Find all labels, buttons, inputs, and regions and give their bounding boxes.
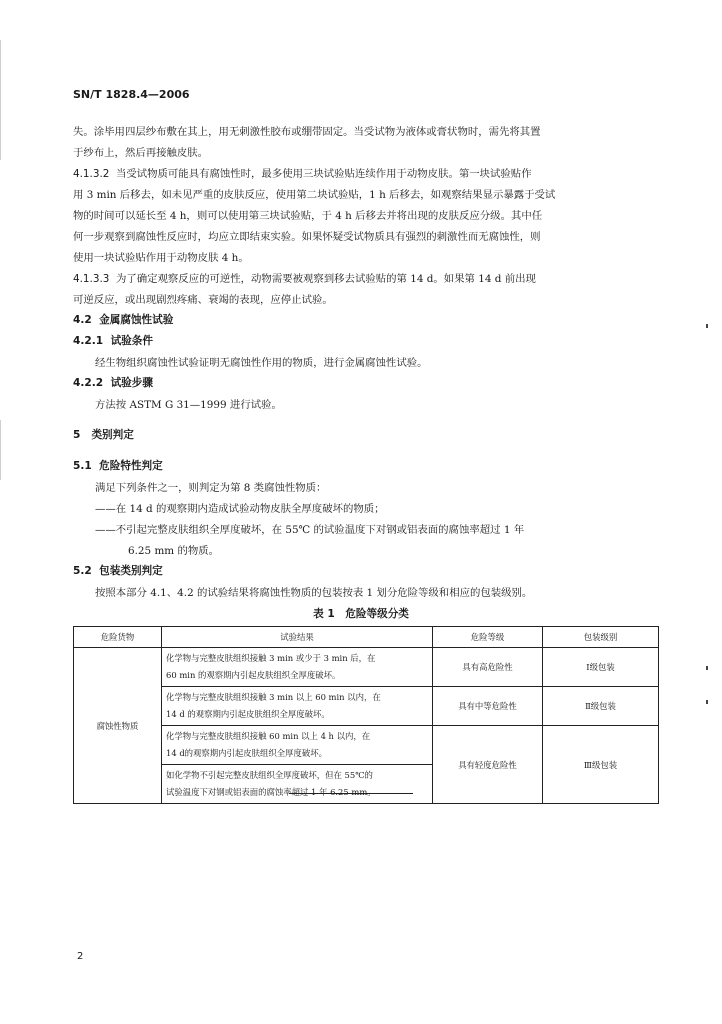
dangerous-goods-cell: 腐蚀性物质 (74, 648, 162, 804)
cell-line: 14 d的观察期内引起皮肤组织全厚度破坏。 (166, 748, 328, 758)
test-result-cell (162, 687, 433, 726)
text-line: ——不引起完整皮肤组织全厚度破坏，在 55℃ 的试验温度下对钢或铝表面的腐蚀率超过 1 年 (95, 524, 525, 536)
clause-4-1-3-2 (73, 165, 658, 180)
column-header: 试验结果 (162, 627, 433, 648)
section-5-1-intro (95, 479, 680, 494)
clause-line (73, 186, 658, 201)
cell-line: 化学物与完整皮肤组织接触 60 min 以上 4 h 以内，在 (166, 731, 371, 741)
text-line: 使用一块试验贴作用于动物皮肤 4 h。 (73, 252, 249, 264)
section-5-2-text (95, 584, 680, 599)
table-caption: 表 1 危险等级分类 (313, 608, 409, 620)
packing-group-cell: Ⅰ级包装 (543, 648, 659, 687)
section-5-heading (73, 427, 658, 442)
text-line: 失。涂毕用四层纱布敷在其上，用无刺激性胶布或绷带固定。当受试物为液体或膏状物时，需先将其置 (73, 126, 541, 138)
test-result-cell (162, 648, 433, 687)
packing-group-cell: Ⅱ级包装 (543, 687, 659, 726)
table-header-row (74, 627, 659, 648)
clause-line (73, 207, 658, 222)
section-4-2-2-heading (73, 375, 658, 390)
scan-speck (706, 666, 708, 670)
section-5-2-heading (73, 563, 658, 578)
clause-line (73, 228, 658, 243)
section-number: 4.2.2 (73, 377, 104, 389)
list-item (95, 500, 680, 515)
section-title: 包装类别判定 (99, 565, 163, 577)
end-rule (289, 793, 413, 794)
text-line: 方法按 ASTM G 31—1999 进行试验。 (95, 399, 282, 411)
page-number: 2 (77, 951, 84, 962)
cell-line: 60 min 的观察期内引起皮肤组织全厚度破坏。 (166, 670, 341, 680)
paragraph-continued (73, 123, 658, 138)
section-4-2-2-text (95, 396, 680, 411)
scan-edge (0, 40, 1, 160)
cell-line: 化学物与完整皮肤组织接触 3 min 以上 60 min 以内，在 (166, 692, 381, 702)
text-line: ——在 14 d 的观察期内造成试验动物皮肤全厚度破坏的物质； (95, 503, 385, 515)
paragraph-continued (73, 144, 658, 159)
text-line: 满足下列条件之一，则判定为第 8 类腐蚀性物质： (95, 482, 327, 494)
text-line: 经生物组织腐蚀性试验证明无腐蚀性作用的物质，进行金属腐蚀性试验。 (95, 357, 428, 369)
section-title: 金属腐蚀性试验 (99, 314, 174, 326)
section-title: 试验条件 (110, 335, 153, 347)
section-4-2-1-text (95, 354, 680, 369)
text-line: 用 3 min 后移去，如未见严重的皮肤反应，使用第二块试验贴，1 h 后移去，如观察结果显示暴露于受试 (73, 189, 556, 201)
section-title: 危险特性判定 (99, 460, 163, 472)
cell-line: 化学物与完整皮肤组织接触 3 min 或少于 3 min 后，在 (166, 653, 376, 663)
hazard-level-cell: 具有高危险性 (433, 648, 543, 687)
scan-speck (706, 324, 708, 328)
column-header: 危险等级 (433, 627, 543, 648)
list-item-continued (128, 542, 713, 557)
section-title: 类别判定 (91, 429, 134, 441)
document-header: SN/T 1828.4—2006 (73, 88, 190, 101)
column-header: 包装级别 (543, 627, 659, 648)
hazard-level-cell: 具有中等危险性 (433, 687, 543, 726)
cell-line: 14 d 的观察期内引起皮肤组织全厚度破坏。 (166, 709, 330, 719)
clause-4-1-3-3 (73, 270, 658, 285)
section-number: 5.1 (73, 460, 92, 472)
text-line: 为了确定观察反应的可逆性，动物需要被观察到移去试验贴的第 14 d。如果第 14 d 前出现 (115, 273, 536, 285)
clause-number: 4.1.3.2 (73, 168, 110, 180)
table-row (74, 648, 659, 687)
text-line: 6.25 mm 的物质。 (128, 545, 220, 557)
scan-edge (0, 420, 1, 480)
section-number: 4.2.1 (73, 335, 104, 347)
cell-line: 试验温度下对钢或铝表面的腐蚀率超过 1 年 6.25 mm。 (166, 787, 376, 797)
text-line: 物的时间可以延长至 4 h，则可以使用第三块试验贴，于 4 h 后移去并将出现的皮肤反应分级。其中任 (73, 210, 543, 222)
text-line: 可逆反应，或出现剧烈疼痛、衰竭的表现，应停止试验。 (73, 294, 333, 306)
section-4-2-heading (73, 312, 658, 327)
test-result-cell (162, 765, 433, 804)
section-number: 4.2 (73, 314, 92, 326)
packing-group-cell: Ⅲ级包装 (543, 726, 659, 804)
table-row (74, 726, 659, 765)
text-line: 当受试物质可能具有腐蚀性时，最多使用三块试验贴连续作用于动物皮肤。第一块试验贴作 (115, 168, 532, 180)
table-row (74, 687, 659, 726)
text-line: 按照本部分 4.1、4.2 的试验结果将腐蚀性物质的包装按表 1 划分危险等级和相应的包装级别。 (95, 587, 533, 599)
list-item (95, 521, 680, 536)
test-result-cell (162, 726, 433, 765)
scan-speck (706, 700, 708, 704)
section-number: 5 (73, 429, 81, 441)
text-line: 何一步观察到腐蚀性反应时，均应立即结束实验。如果怀疑受试物质具有强烈的刺激性而无腐蚀性，则 (73, 231, 541, 243)
hazard-level-cell: 具有轻度危险性 (433, 726, 543, 804)
section-number: 5.2 (73, 565, 92, 577)
clause-number: 4.1.3.3 (73, 273, 110, 285)
section-5-1-heading (73, 458, 658, 473)
section-title: 试验步骤 (110, 377, 153, 389)
clause-line (73, 291, 658, 306)
cell-line: 如化学物不引起完整皮肤组织全厚度破坏，但在 55℃的 (166, 770, 373, 780)
hazard-classification-table (73, 626, 659, 804)
text-line: 于纱布上，然后再接触皮肤。 (73, 147, 209, 159)
column-header: 危险货物 (74, 627, 162, 648)
clause-line (73, 249, 658, 264)
section-4-2-1-heading (73, 333, 658, 348)
